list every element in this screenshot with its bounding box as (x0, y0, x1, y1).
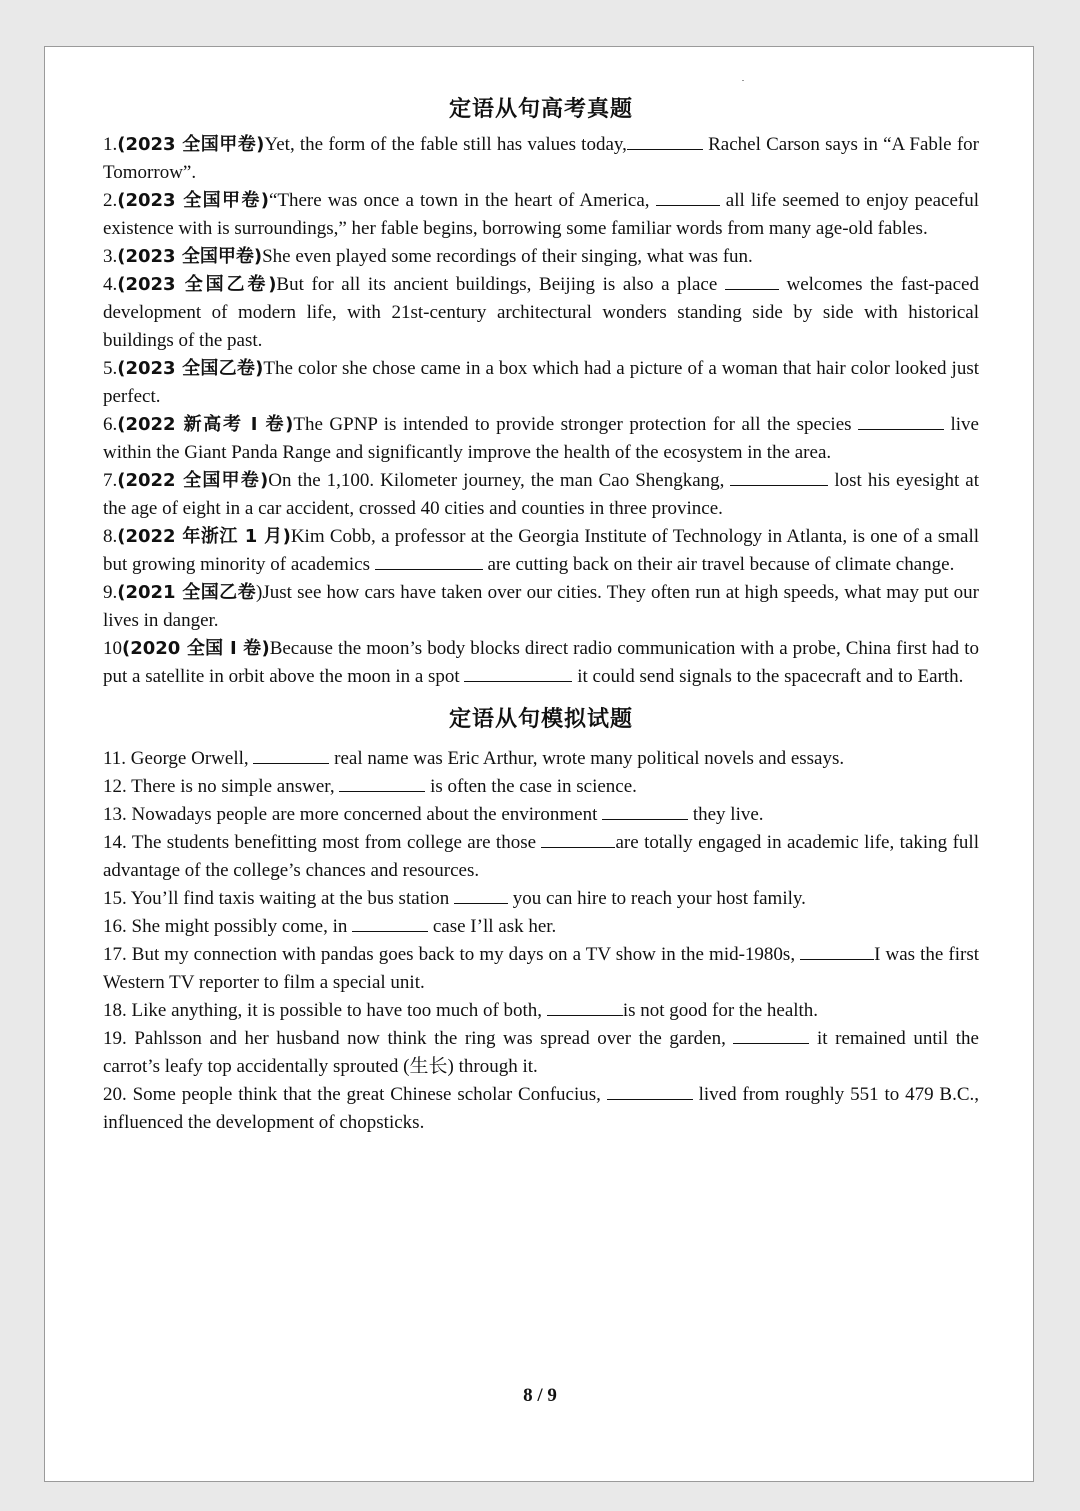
question-3: 3.(2023 全国甲卷)She even played some recordings of their singing, what was fun. (103, 246, 753, 267)
question-5: 5.(2023 全国乙卷)The color she chose came in a box which had a picture of a woman that hair color looked just perfect. (103, 358, 979, 407)
question-20: 20. Some people think that the great Chinese scholar Confucius, lived from roughly 551 to 479 B.C., influenced the development of chopsticks. (103, 1081, 979, 1137)
question-source: (2022 全国甲卷) (117, 470, 269, 491)
answer-blank[interactable] (627, 131, 703, 150)
question-7: 7.(2022 全国甲卷)On the 1,100. Kilometer journey, the man Cao Shengkang, lost his eyesight at the age of eight in a car accident, crossed 40 cities and counties in three province. (103, 467, 979, 523)
answer-blank[interactable] (607, 1081, 693, 1100)
answer-blank[interactable] (464, 663, 572, 682)
page-number: 8 / 9 (523, 1385, 557, 1406)
question-15: 15. You’ll find taxis waiting at the bus station you can hire to reach your host family. (103, 885, 979, 913)
question-8: 8.(2022 年浙江 1 月)Kim Cobb, a professor at the Georgia Institute of Technology in Atlanta, is one of a small but growing minority of academics are cutting back on their air travel because of climate change. (103, 526, 979, 575)
question-12: 12. There is no simple answer, is often the case in science. (103, 773, 979, 801)
answer-blank[interactable] (725, 271, 779, 290)
answer-blank[interactable] (375, 551, 483, 570)
question-19: 19. Pahlsson and her husband now think the ring was spread over the garden, it remained until the carrot’s leafy top accidentally sprouted (生长) through it. (103, 1025, 979, 1081)
answer-blank[interactable] (602, 801, 688, 820)
question-13: 13. Nowadays people are more concerned about the environment they live. (103, 801, 979, 829)
question-11: 11. George Orwell, real name was Eric Arthur, wrote many political novels and essays. (103, 745, 979, 773)
question-source: (2023 全国乙卷) (117, 358, 264, 379)
question-source: (2020 全国 I 卷) (122, 638, 270, 659)
question-18: 18. Like anything, it is possible to have too much of both, is not good for the health. (103, 997, 979, 1025)
question-10: 10(2020 全国 I 卷)Because the moon’s body blocks direct radio communication with a probe, China first had to put a satellite in orbit above the moon in a spot it could send signals to the spacecraft and to Earth. (103, 638, 979, 687)
question-14: 14. The students benefitting most from college are those are totally engaged in academic life, taking full advantage of the college’s chances and resources. (103, 829, 979, 885)
answer-blank[interactable] (547, 997, 623, 1016)
question-6: 6.(2022 新高考 I 卷)The GPNP is intended to provide stronger protection for all the species live within the Giant Panda Range and significantly improve the health of the ecosystem in the area. (103, 411, 979, 467)
answer-blank[interactable] (730, 467, 828, 486)
scan-speck (742, 80, 744, 81)
question-source: (2023 全国甲卷) (117, 246, 263, 267)
question-1: 1.(2023 全国甲卷)Yet, the form of the fable still has values today, Rachel Carson says in “A Fable for Tomorrow”. (103, 131, 979, 187)
question-source: (2023 全国甲卷) (117, 134, 265, 155)
page-content (103, 95, 979, 1137)
worksheet-page (44, 46, 1034, 1482)
answer-blank[interactable] (858, 411, 944, 430)
question-9: 9.(2021 全国乙卷)Just see how cars have taken over our cities. They often run at high speeds, what may put our lives in danger. (103, 582, 979, 631)
question-source: (2022 年浙江 1 月) (117, 526, 291, 547)
question-2: 2.(2023 全国甲卷)“There was once a town in the heart of America, all life seemed to enjoy peaceful existence with is surroundings,” her fable begins, borrowing some familiar words from many age-old fables. (103, 187, 979, 243)
answer-blank[interactable] (656, 187, 720, 206)
answer-blank[interactable] (454, 885, 508, 904)
answer-blank[interactable] (352, 913, 428, 932)
question-source: (2022 新高考 I 卷) (117, 414, 294, 435)
section-title-real-exam: 定语从句高考真题 (448, 97, 633, 122)
real-exam-questions (103, 131, 979, 691)
simulation-questions (103, 745, 979, 1137)
answer-blank[interactable] (800, 941, 874, 960)
section-title-simulation: 定语从句模拟试题 (448, 707, 633, 732)
answer-blank[interactable] (253, 745, 329, 764)
question-17: 17. But my connection with pandas goes back to my days on a TV show in the mid-1980s, I was the first Western TV reporter to film a special unit. (103, 941, 979, 997)
answer-blank[interactable] (541, 829, 615, 848)
answer-blank[interactable] (339, 773, 425, 792)
answer-blank[interactable] (733, 1025, 809, 1044)
question-16: 16. She might possibly come, in case I’ll ask her. (103, 913, 979, 941)
question-source: (2023 全国乙卷) (117, 274, 277, 295)
question-source: (2021 全国乙卷 (117, 582, 257, 603)
question-4: 4.(2023 全国乙卷)But for all its ancient buildings, Beijing is also a place welcomes the fast-paced development of modern life, with 21st-century architectural wonders standing side by side with historical buildings of the past. (103, 271, 979, 355)
question-source: (2023 全国甲卷) (117, 190, 269, 211)
